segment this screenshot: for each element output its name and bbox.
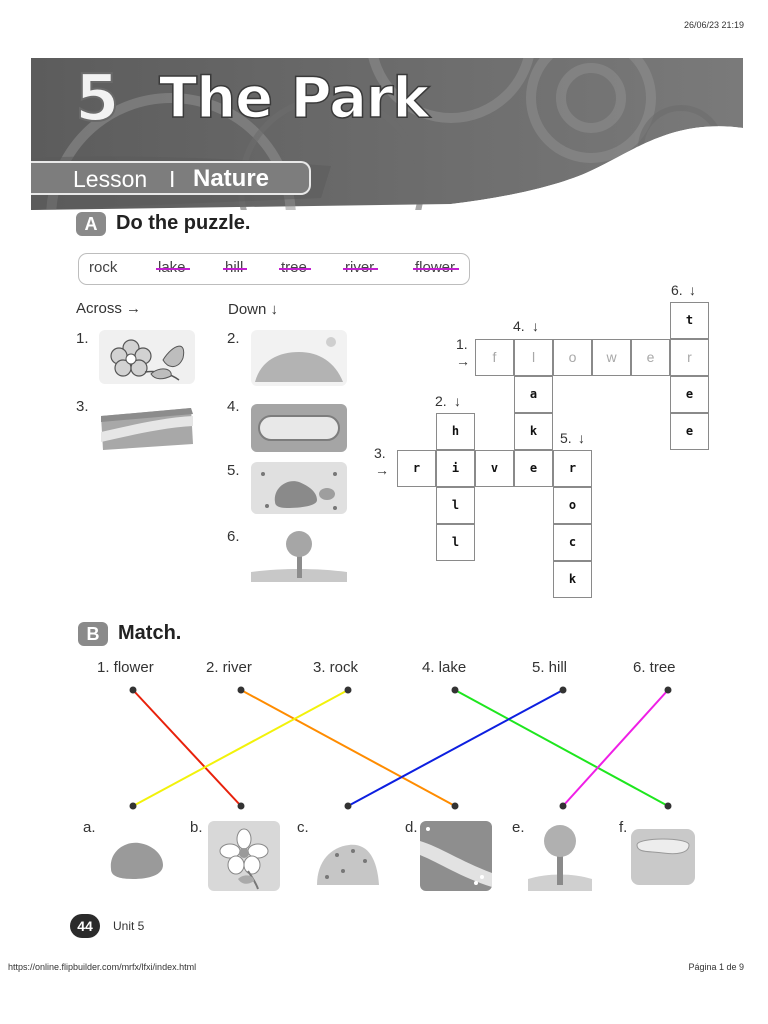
match-letter: f.	[619, 819, 628, 836]
match-letter: a.	[83, 819, 96, 836]
match-dot[interactable]	[560, 803, 567, 810]
match-dot[interactable]	[345, 803, 352, 810]
river-picture	[420, 821, 492, 891]
crossword-cell[interactable]: r	[397, 450, 436, 487]
match-word: 5. hill	[532, 659, 568, 676]
crossword-cell: w	[592, 339, 631, 376]
crossword-cell[interactable]: r	[553, 450, 592, 487]
crossword-label-4: 4.	[513, 318, 525, 334]
tree-picture	[528, 823, 592, 891]
crossword-cell: o	[553, 339, 592, 376]
match-word: 1. flower	[97, 659, 154, 676]
across-heading: Across →	[76, 300, 142, 317]
crossword-label-3: 3.	[374, 445, 386, 461]
down-arrow: ↓	[689, 282, 696, 298]
workbook-page	[31, 58, 743, 948]
match-dot[interactable]	[452, 687, 459, 694]
crossword-cell[interactable]: c	[553, 524, 592, 561]
match-line	[455, 690, 668, 806]
rock-picture	[105, 825, 169, 885]
hill-picture	[313, 825, 381, 889]
crossword-label-2: 2.	[435, 393, 447, 409]
crossword-cell: l	[514, 339, 553, 376]
crossword-label-5: 5.	[560, 430, 572, 446]
crossword-cell[interactable]: t	[670, 302, 709, 339]
section-a-title: Do the puzzle.	[116, 212, 251, 234]
crossword-cell[interactable]: e	[514, 450, 553, 487]
clue-number: 2.	[227, 330, 240, 347]
lesson-label: Lesson	[73, 166, 148, 192]
print-url: https://online.flipbuilder.com/mrfx/lfxi/index.html	[8, 962, 197, 972]
match-line	[563, 690, 668, 806]
down-arrow: ↓	[454, 393, 461, 409]
crossword-cell[interactable]: i	[436, 450, 475, 487]
clue-number: 6.	[227, 528, 240, 545]
flower-picture	[208, 821, 280, 891]
crossword-label-6: 6.	[671, 282, 683, 298]
match-line	[241, 690, 455, 806]
print-page-count: Página 1 de 9	[688, 962, 744, 972]
match-dot[interactable]	[452, 803, 459, 810]
match-lines	[31, 58, 743, 858]
crossword-cell[interactable]: k	[514, 413, 553, 450]
word-bank-item: rock	[89, 259, 118, 276]
lesson-name: Nature	[193, 165, 270, 192]
lake-picture	[629, 823, 697, 889]
section-b-title: Match.	[118, 622, 182, 644]
crossword-cell[interactable]: v	[475, 450, 514, 487]
across-arrow: →	[456, 353, 470, 369]
match-letter: c.	[297, 819, 309, 836]
match-line	[348, 690, 563, 806]
match-dot[interactable]	[665, 803, 672, 810]
match-dot[interactable]	[238, 687, 245, 694]
match-line	[133, 690, 241, 806]
down-arrow: ↓	[578, 430, 585, 446]
unit-footer-label: Unit 5	[113, 919, 145, 933]
crossword-cell[interactable]: k	[553, 561, 592, 598]
clue-number: 5.	[227, 462, 240, 479]
match-line	[133, 690, 348, 806]
crossword-cell: r	[670, 339, 709, 376]
unit-title: The Park	[159, 66, 429, 131]
match-dot[interactable]	[130, 803, 137, 810]
clue-number: 4.	[227, 398, 240, 415]
match-letter: e.	[512, 819, 525, 836]
clue-number: 1.	[76, 330, 89, 347]
crossword-label-1: 1.	[456, 336, 468, 352]
print-date: 26/06/23 21:19	[683, 20, 744, 30]
crossword-cell[interactable]: l	[436, 524, 475, 561]
match-letter: b.	[190, 819, 203, 836]
match-dot[interactable]	[665, 687, 672, 694]
crossword-cell[interactable]: h	[436, 413, 475, 450]
match-word: 2. river	[206, 659, 252, 676]
crossword-cell[interactable]: e	[670, 376, 709, 413]
section-b-badge: B	[78, 622, 108, 646]
down-heading: Down ↓	[228, 301, 279, 318]
page-number-badge: 44	[70, 914, 100, 938]
down-arrow: ↓	[532, 318, 539, 334]
lesson-separator: I	[169, 166, 176, 192]
match-dot[interactable]	[238, 803, 245, 810]
match-word: 3. rock	[313, 659, 359, 676]
match-dot[interactable]	[345, 687, 352, 694]
match-letter: d.	[405, 819, 418, 836]
match-dot[interactable]	[130, 687, 137, 694]
crossword-cell: f	[475, 339, 514, 376]
across-arrow: →	[375, 462, 389, 478]
crossword-cell[interactable]: a	[514, 376, 553, 413]
crossword-cell: e	[631, 339, 670, 376]
unit-number: 5	[75, 62, 119, 136]
section-a-badge: A	[76, 212, 106, 236]
match-word: 6. tree	[633, 659, 676, 676]
crossword-cell[interactable]: e	[670, 413, 709, 450]
clue-number: 3.	[76, 398, 89, 415]
match-word: 4. lake	[422, 659, 467, 676]
crossword-cell[interactable]: o	[553, 487, 592, 524]
match-dot[interactable]	[560, 687, 567, 694]
crossword-cell[interactable]: l	[436, 487, 475, 524]
